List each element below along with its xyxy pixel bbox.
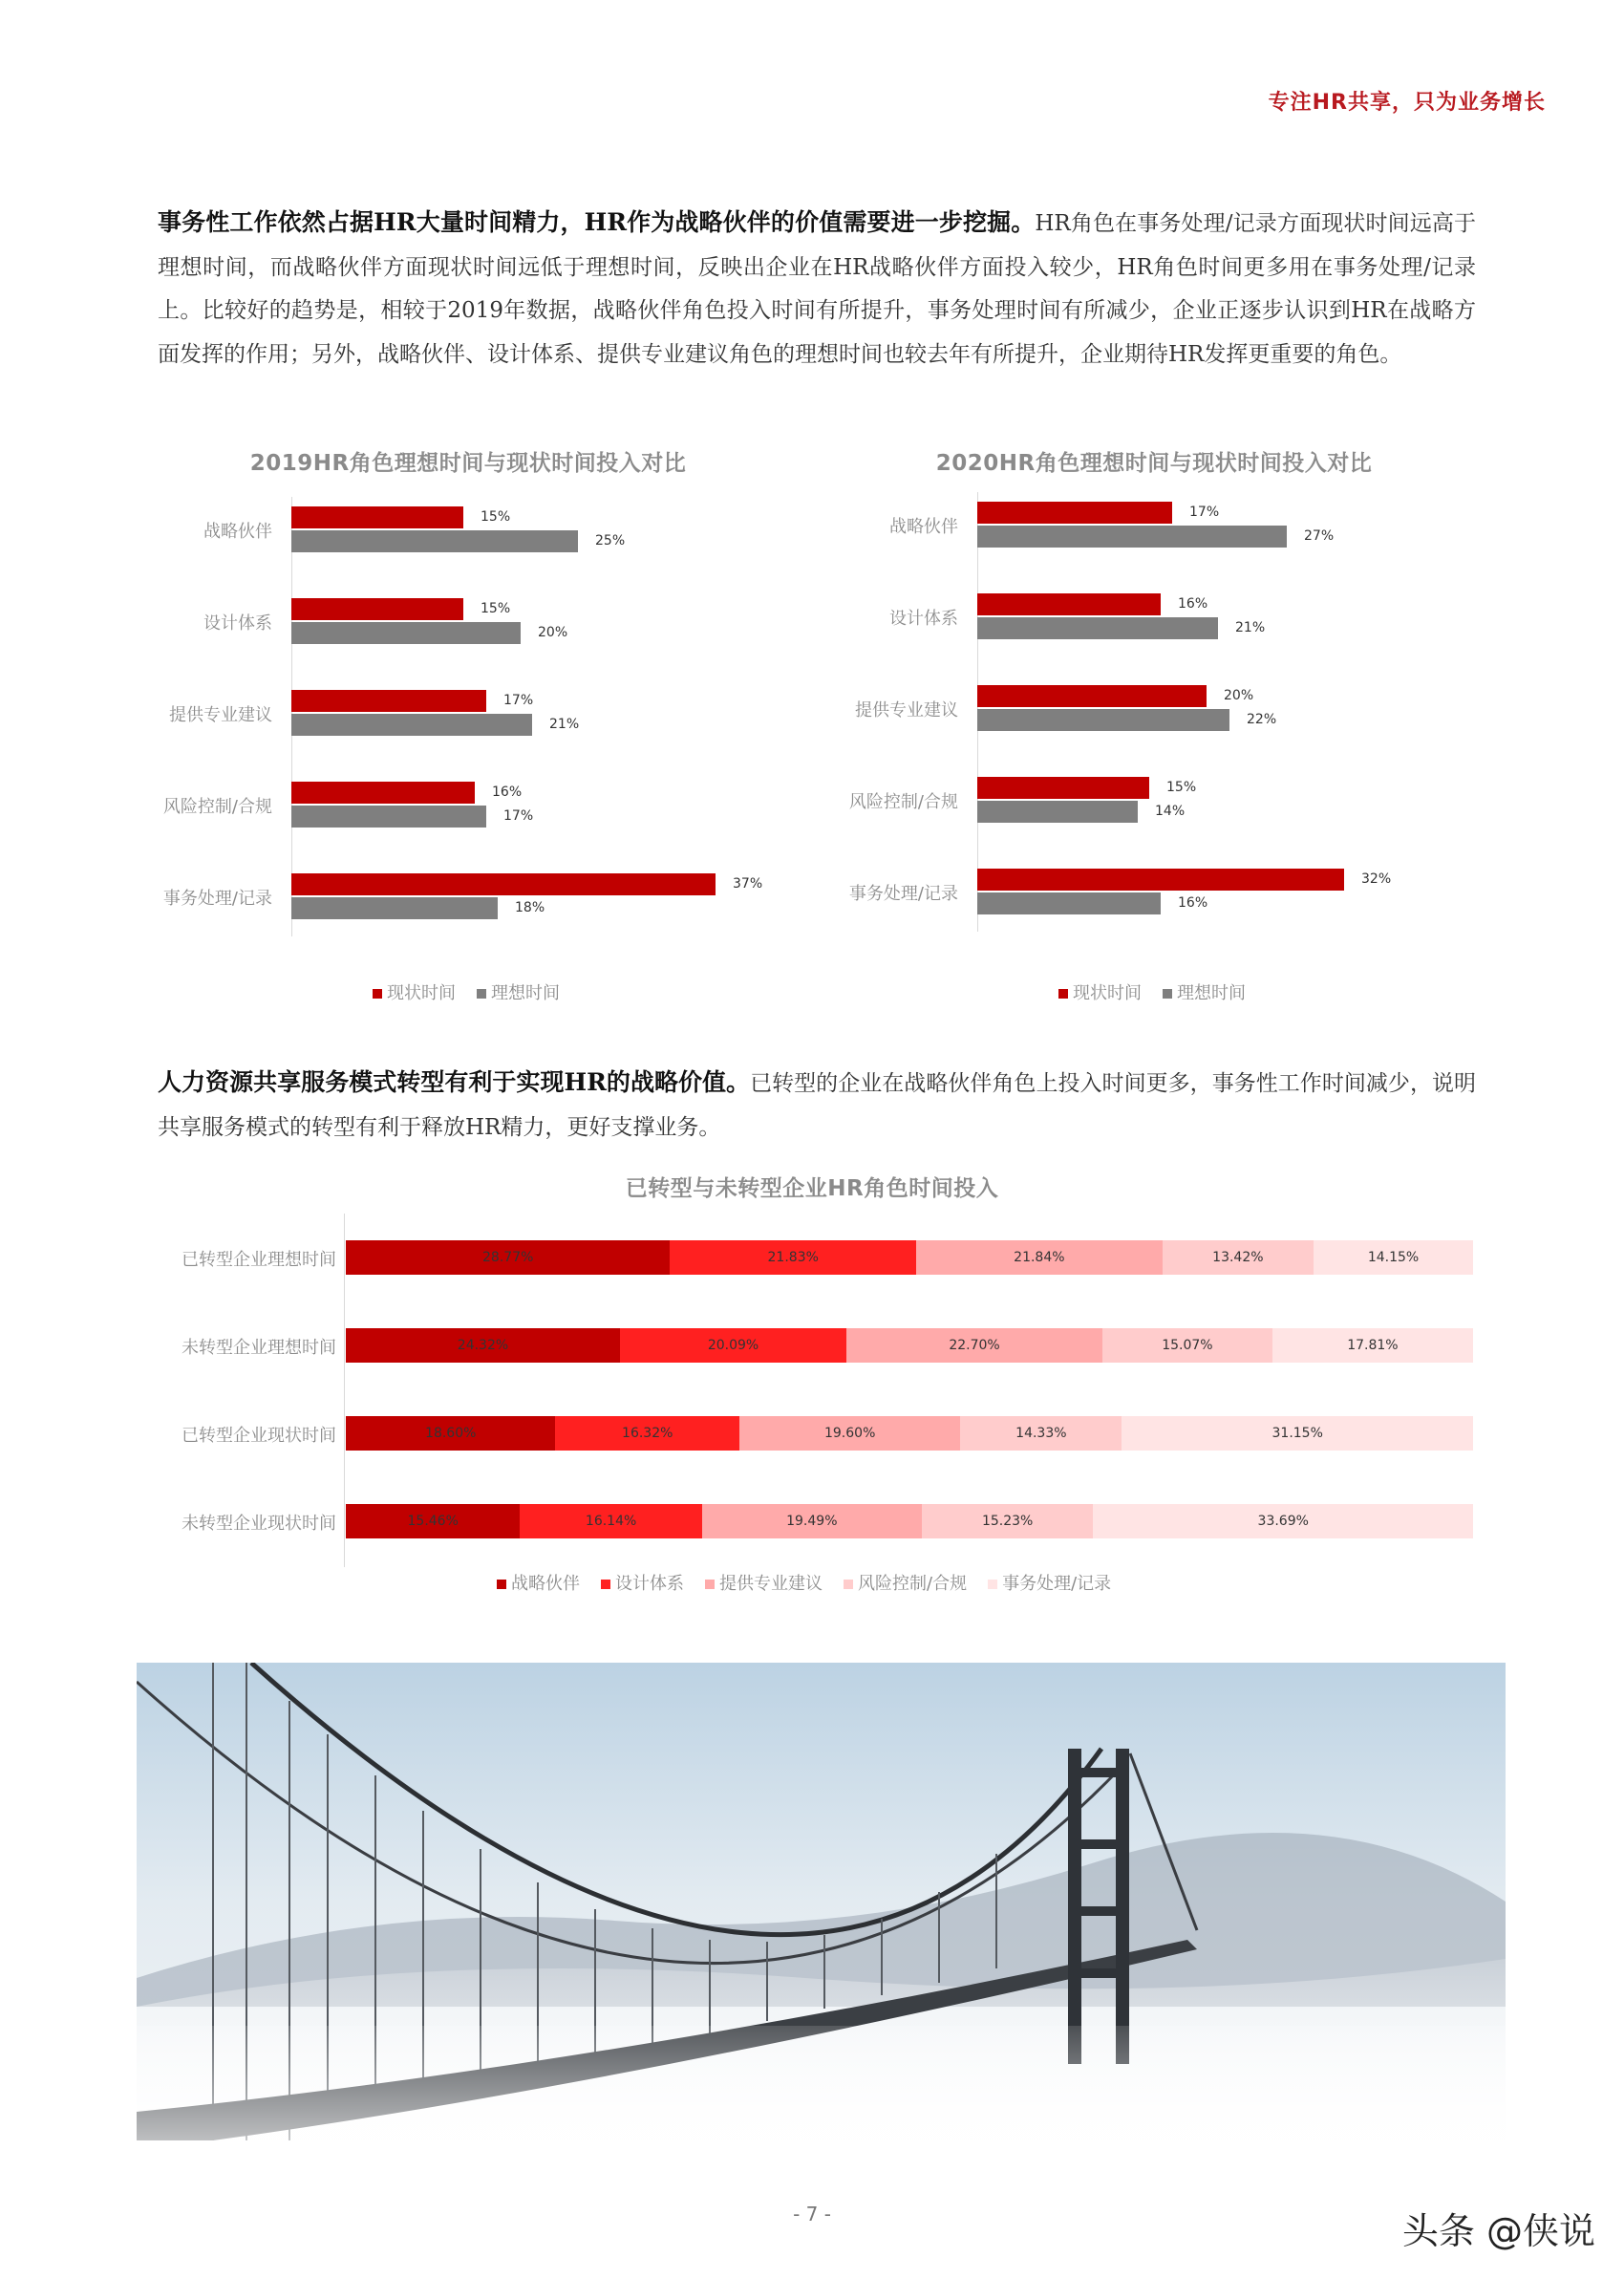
- chart-plot: [134, 1214, 1490, 1567]
- category-label: 已转型企业理想时间: [182, 1250, 336, 1270]
- data-label: 19.60%: [823, 1426, 876, 1441]
- chart-2019-role-time: [134, 440, 802, 1013]
- bar-ideal: [291, 897, 498, 919]
- category-label: 事务处理/记录: [162, 889, 272, 909]
- header-tagline: 专注HR共享，只为业务增长: [1268, 91, 1546, 115]
- data-label: 21%: [1235, 620, 1266, 635]
- category-label: 提供专业建议: [855, 700, 958, 720]
- chart-legend: [373, 979, 560, 1004]
- chart-plot: [820, 492, 1488, 932]
- data-label: 20.09%: [707, 1338, 759, 1353]
- legend-item: [601, 1570, 684, 1595]
- bridge-illustration: [137, 1663, 1506, 2140]
- category-label: 风险控制/合规: [848, 792, 958, 812]
- bar-ideal: [977, 801, 1138, 823]
- bar-current: [291, 873, 716, 895]
- paragraph-intro-bold: 事务性工作依然占据HR大量时间精力，HR作为战略伙伴的价值需要进一步挖掘。: [158, 208, 1036, 236]
- chart-title: 已转型与未转型企业HR角色时间投入: [625, 1176, 999, 1201]
- data-label: 33.69%: [1257, 1514, 1309, 1529]
- data-label: 17%: [503, 693, 534, 708]
- chart-legend: [1058, 979, 1246, 1004]
- data-label: 15.07%: [1162, 1338, 1213, 1353]
- data-label: 24.32%: [457, 1338, 509, 1353]
- data-label: 21.83%: [767, 1250, 819, 1265]
- data-label: 37%: [733, 876, 763, 892]
- legend-swatch: [497, 1580, 506, 1589]
- data-label: 15.23%: [981, 1514, 1034, 1529]
- legend-label: 风险控制/合规: [858, 1574, 968, 1594]
- bar-current: [977, 685, 1207, 707]
- legend-item: [705, 1570, 823, 1595]
- legend-label: 战略伙伴: [511, 1574, 580, 1594]
- bar-current: [977, 502, 1172, 524]
- data-label: 18%: [515, 900, 545, 915]
- paragraph-intro: [158, 201, 1476, 376]
- bar-ideal: [291, 530, 578, 552]
- category-label: 已转型企业现状时间: [182, 1426, 336, 1446]
- data-label: 22.70%: [949, 1338, 1000, 1353]
- bar-current: [291, 598, 463, 620]
- data-label: 21%: [549, 717, 580, 732]
- chart-2020-role-time: [820, 440, 1488, 1013]
- bar-ideal: [291, 806, 486, 828]
- legend-label: 提供专业建议: [719, 1574, 823, 1594]
- paragraph-transformation-text: 已转型的企业在战略伙伴角色上投入时间更多，事务性工作时间减少，说明共享服务模式的转型有利于释放HR精力，更好支撑业务。: [158, 1071, 1477, 1140]
- bar-ideal: [977, 526, 1287, 548]
- legend-label: 事务处理/记录: [1002, 1574, 1112, 1594]
- data-label: 18.60%: [425, 1426, 477, 1441]
- data-label: 15%: [1166, 780, 1197, 795]
- paragraph-intro-text: HR角色在事务处理/记录方面现状时间远高于理想时间，而战略伙伴方面现状时间远低于理想时间，反映出企业在HR战略伙伴方面投入较少，HR角色时间更多用在事务处理/记录上。比较好的趋势是，相较于2019年数据，战略伙伴角色投入时间有所提升，事务处理时间有所减少，企业正逐步认识到HR在战略方面发挥的作用；另外，战略伙伴、设计体系、提供专业建议角色的理想时间也较去年有所提升，企业期待HR发挥更重要的角色。: [158, 211, 1476, 367]
- category-label: 未转型企业现状时间: [182, 1514, 336, 1534]
- chart-title: 2019HR角色理想时间与现状时间投入对比: [249, 451, 687, 476]
- data-label: 16%: [492, 785, 523, 800]
- legend-swatch: [705, 1580, 715, 1589]
- data-label: 28.77%: [482, 1250, 534, 1265]
- data-label: 17%: [1189, 505, 1220, 520]
- paragraph-transformation-bold: 人力资源共享服务模式转型有利于实现HR的战略价值。: [158, 1068, 751, 1096]
- data-label: 16.14%: [585, 1514, 637, 1529]
- data-label: 15%: [481, 601, 511, 616]
- legend-item-ideal: 理想时间: [1163, 979, 1246, 1004]
- data-label: 16%: [1178, 895, 1208, 911]
- chart-title: 2020HR角色理想时间与现状时间投入对比: [935, 451, 1373, 476]
- category-label: 战略伙伴: [203, 522, 272, 542]
- data-label: 21.84%: [1014, 1250, 1065, 1265]
- category-label: 战略伙伴: [889, 517, 958, 537]
- legend-item-ideal: 理想时间: [477, 979, 560, 1004]
- data-label: 20%: [538, 625, 568, 640]
- chart-plot: [134, 497, 802, 936]
- bar-current: [291, 782, 475, 804]
- data-label: 16.32%: [622, 1426, 673, 1441]
- bar-ideal: [977, 892, 1161, 914]
- bar-current: [977, 777, 1149, 799]
- data-label: 31.15%: [1271, 1426, 1323, 1441]
- legend-item: [844, 1570, 967, 1595]
- paragraph-transformation: [158, 1061, 1476, 1150]
- legend-swatch: [988, 1580, 997, 1589]
- bar-ideal: [291, 714, 532, 736]
- data-label: 20%: [1224, 688, 1254, 703]
- data-label: 14%: [1155, 804, 1186, 819]
- data-label: 32%: [1361, 871, 1392, 887]
- bar-current: [977, 593, 1161, 615]
- legend-swatch: [601, 1580, 610, 1589]
- chart-legend: [497, 1570, 1111, 1595]
- bar-current: [291, 506, 463, 528]
- bar-ideal: [291, 622, 521, 644]
- category-label: 提供专业建议: [169, 705, 272, 725]
- category-label: 设计体系: [889, 609, 958, 629]
- bar-ideal: [977, 709, 1229, 731]
- legend-swatch: [844, 1580, 853, 1589]
- data-label: 13.42%: [1212, 1250, 1264, 1265]
- data-label: 16%: [1178, 596, 1208, 612]
- bridge-photo: [137, 1663, 1506, 2140]
- legend-item-current: 现状时间: [373, 979, 456, 1004]
- data-label: 14.15%: [1367, 1250, 1420, 1265]
- category-label: 未转型企业理想时间: [182, 1338, 336, 1358]
- watermark: 头条 @侠说: [1401, 2210, 1595, 2252]
- data-label: 14.33%: [1015, 1426, 1067, 1441]
- bar-current: [291, 690, 486, 712]
- page-number: - 7 -: [793, 2203, 831, 2225]
- legend-item-current: 现状时间: [1058, 979, 1142, 1004]
- legend-item: [497, 1570, 580, 1595]
- category-label: 事务处理/记录: [848, 884, 958, 904]
- data-label: 15%: [481, 509, 511, 525]
- data-label: 15.46%: [407, 1514, 459, 1529]
- legend-label: 设计体系: [615, 1574, 684, 1594]
- data-label: 22%: [1247, 712, 1277, 727]
- legend-item: [988, 1570, 1111, 1595]
- data-label: 17.81%: [1347, 1338, 1399, 1353]
- category-label: 风险控制/合规: [162, 797, 272, 817]
- chart-transformed-vs-not: [134, 1171, 1490, 1610]
- category-label: 设计体系: [203, 613, 272, 634]
- data-label: 17%: [503, 808, 534, 824]
- bar-current: [977, 869, 1344, 891]
- data-label: 27%: [1304, 528, 1335, 544]
- data-label: 25%: [595, 533, 626, 548]
- data-label: 19.49%: [786, 1514, 838, 1529]
- bar-ideal: [977, 617, 1218, 639]
